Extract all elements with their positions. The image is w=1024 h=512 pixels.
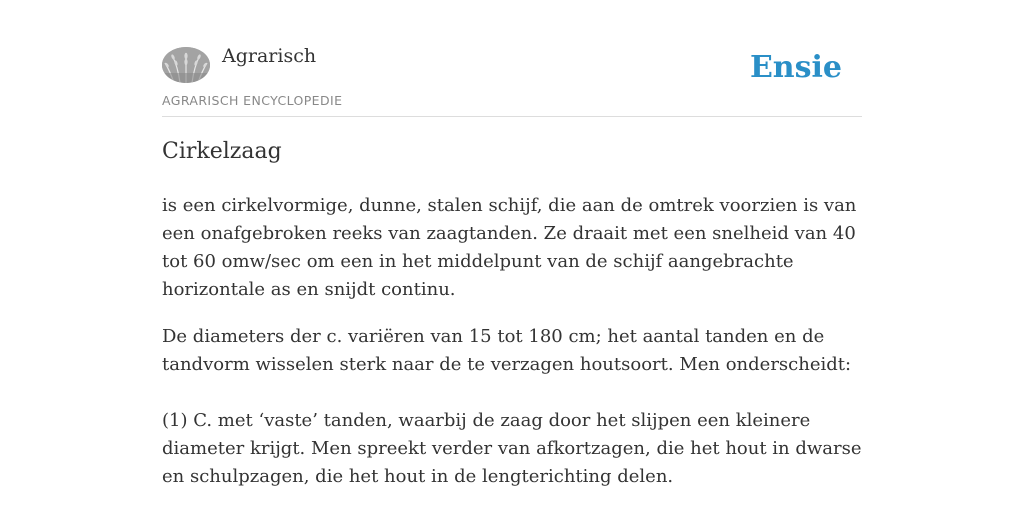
article-title: Cirkelzaag (162, 139, 282, 164)
article-body (162, 192, 866, 510)
article-paragraph: is een cirkelvormige, dunne, stalen schijf, die aan de omtrek voorzien is van een onafgebroken reeks van zaagtanden. Ze draait met een snelheid van 40 tot 60 omw/sec om een in het middelpunt van de schijf aangebrachte horizontale as en snijdt continu. (162, 195, 857, 300)
header (162, 0, 862, 117)
page (162, 0, 862, 512)
wheat-icon (162, 47, 210, 83)
source-name-link[interactable]: Agrarisch (222, 45, 317, 67)
brand-logo-link[interactable]: Ensie (749, 50, 842, 85)
article-paragraph: De diameters der c. variëren van 15 tot 180 cm; het aantal tanden en de tandvorm wisselen sterk naar de te verzagen houtsoort. Men onderscheidt: (162, 326, 852, 375)
source-subtitle: AGRARISCH ENCYCLOPEDIE (162, 93, 343, 108)
source-avatar[interactable] (162, 47, 210, 83)
article-paragraph: (1) C. met ‘vaste’ tanden, waarbij de zaag door het slijpen een kleinere diameter krijgt. Men spreekt verder van afkortzagen, die het hout in dwarse en schulpzagen, die het hout in de lengterichting delen. (162, 410, 862, 487)
